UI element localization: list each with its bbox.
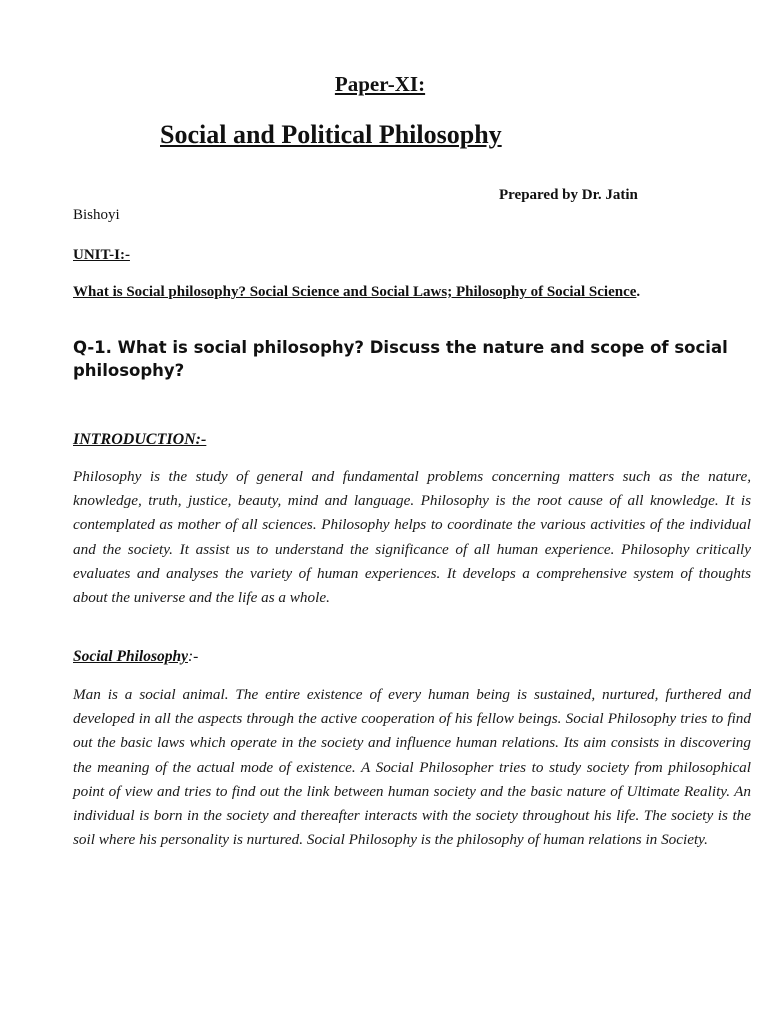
document-title: Social and Political Philosophy <box>160 120 502 149</box>
unit-topics-text: What is Social philosophy? Social Science and Social Laws; Philosophy of Social Science <box>73 284 637 300</box>
author-surname-line: Bishoyi <box>73 207 120 223</box>
social-philosophy-heading <box>73 648 198 666</box>
question-heading: Q-1. What is social philosophy? Discuss the nature and scope of social philosophy? <box>73 338 728 380</box>
prepared-by-line: Prepared by Dr. Jatin <box>499 187 638 203</box>
introduction-paragraph: Philosophy is the study of general and fundamental problems concerning matters such as the nature, knowledge, truth, justice, beauty, mind and language. Philosophy is the root cause of all knowledge. It is contemplated as mother of all sciences. Philosophy helps to coordinate the various activities of the individual and the society. It assist us to understand the significance of all human experience. Philosophy critically evaluates and analyses the variety of human experiences. It develops a comprehensive system of thoughts about the universe and the life as a whole. <box>73 468 751 607</box>
unit-heading: UNIT-I:- <box>73 247 130 263</box>
paper-label: Paper-XI: <box>334 72 426 96</box>
introduction-heading: INTRODUCTION:- <box>73 431 207 448</box>
social-philosophy-paragraph: Man is a social animal. The entire existence of every human being is sustained, nurtured, furthered and developed in all the aspects through the active cooperation of his fellow beings. Social Philosophy tries to find out the basic laws which operate in the society and influence human relations. Its aim consists in discovering the meaning of the actual mode of existence. A Social Philosopher tries to study society from philosophical point of view and tries to find out the link between human society and the basic nature of Ultimate Reality. An individual is born in the society and thereafter interacts with the society throughout his life. The society is the soil where his personality is nurtured. Social Philosophy is the philosophy of human relations in Society. <box>73 686 751 849</box>
social-philosophy-title: Social Philosophy <box>73 648 188 665</box>
unit-topics <box>73 282 683 303</box>
unit-topics-period: . <box>636 284 641 300</box>
social-philosophy-heading-suffix: :- <box>187 648 199 665</box>
